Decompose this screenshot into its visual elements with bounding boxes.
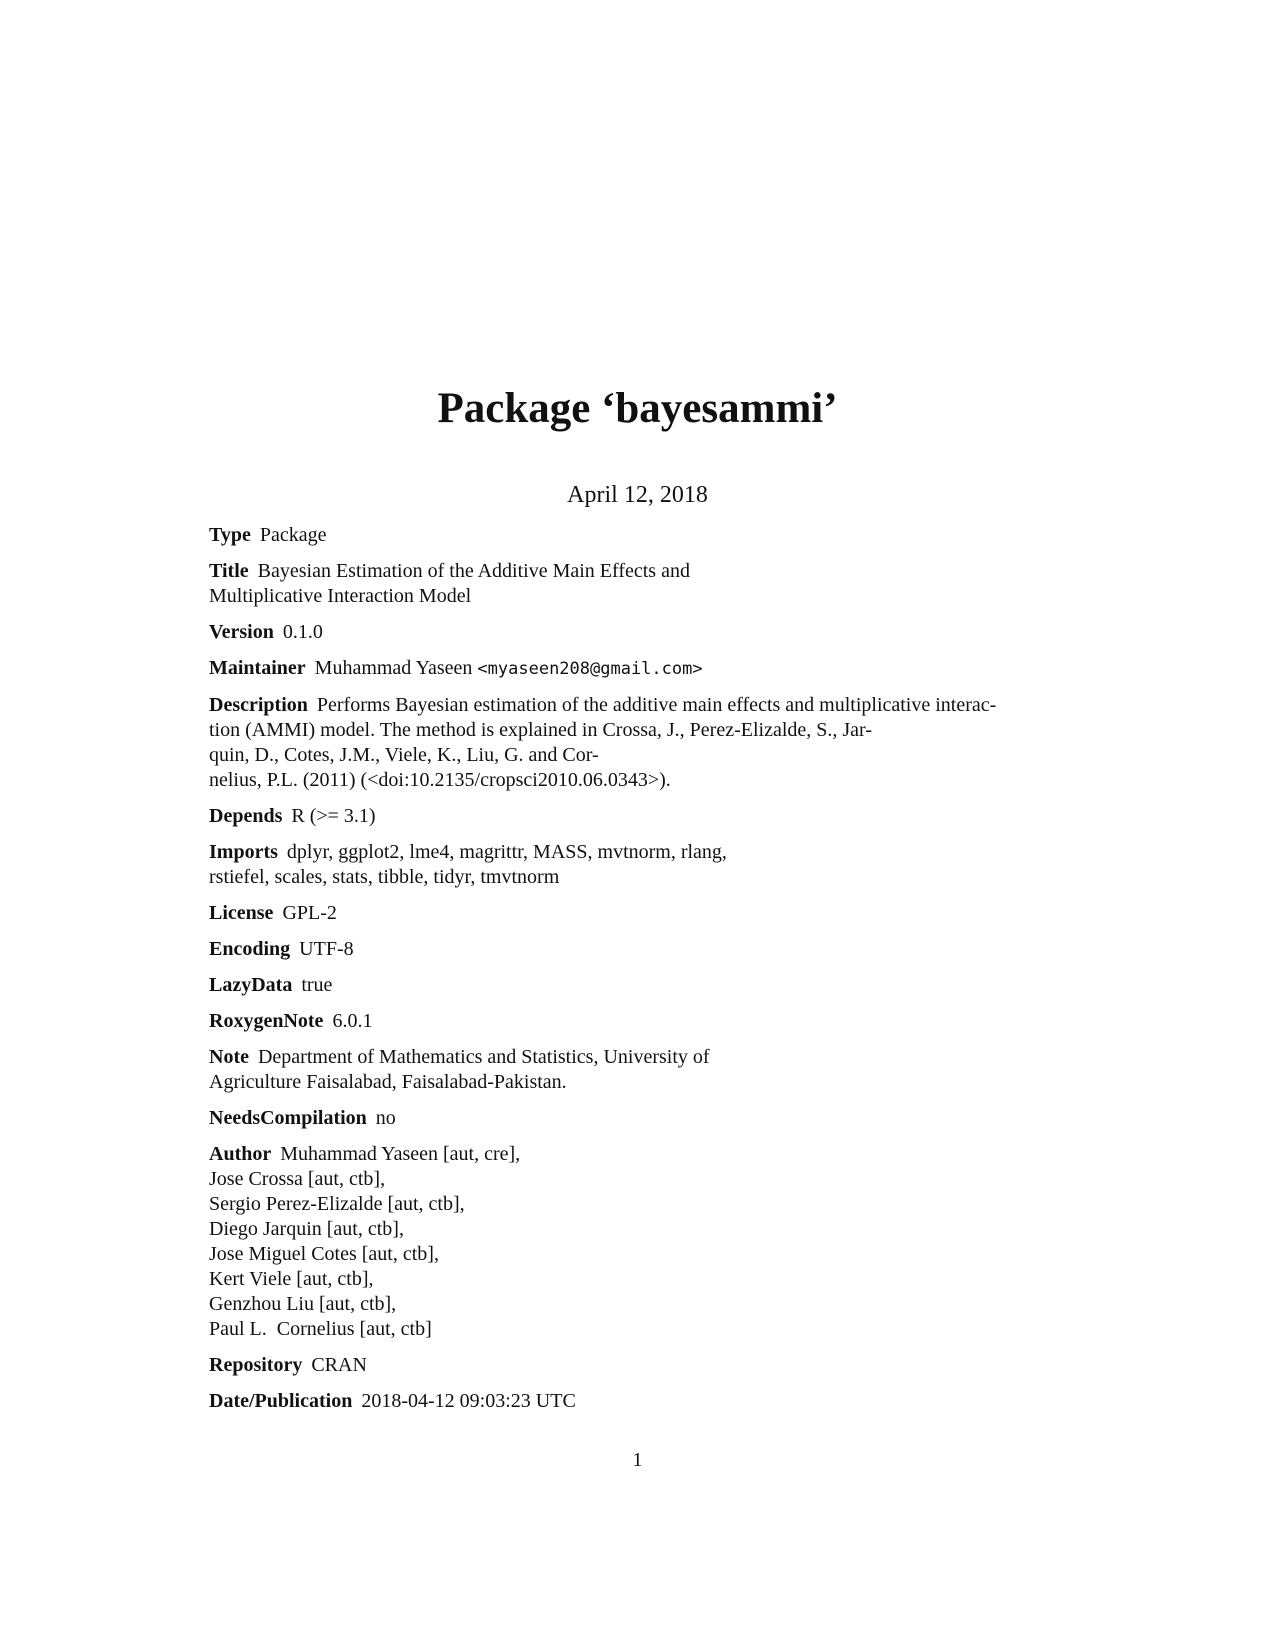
field-key: RoxygenNote — [209, 1010, 324, 1032]
field-key: Depends — [209, 805, 283, 827]
field-date-publication — [209, 1389, 1049, 1414]
field-key: Date/Publication — [209, 1390, 353, 1412]
field-value-line: rstiefel, scales, stats, tibble, tidyr, tmvtnorm — [209, 866, 560, 888]
document-date: April 12, 2018 — [567, 482, 708, 508]
field-value-line: tion (AMMI) model. The method is explained in Crossa, J., Perez-Elizalde, S., Jar- — [209, 719, 872, 741]
field-key: Maintainer — [209, 657, 306, 679]
field-key: Imports — [209, 841, 278, 863]
field-license — [209, 901, 1049, 926]
field-value-line: dplyr, ggplot2, lme4, magrittr, MASS, mvtnorm, rlang, — [286, 841, 727, 863]
package-fields — [209, 523, 1049, 1425]
author-line: Muhammad Yaseen [aut, cre], — [280, 1143, 521, 1165]
field-key: Repository — [209, 1354, 303, 1376]
author-line: Diego Jarquin [aut, ctb], — [209, 1218, 404, 1240]
field-encoding — [209, 937, 1049, 962]
page-number: 1 — [632, 1449, 643, 1471]
field-value-line: nelius, P.L. (2011) (<doi:10.2135/cropsci2010.06.0343>). — [209, 769, 671, 791]
author-line: Kert Viele [aut, ctb], — [209, 1268, 374, 1290]
author-line: Jose Miguel Cotes [aut, ctb], — [209, 1243, 439, 1265]
field-value: 0.1.0 — [282, 621, 323, 643]
field-value: R (>= 3.1) — [291, 805, 376, 827]
field-value: no — [375, 1107, 396, 1129]
maintainer-email: <myaseen208@gmail.com> — [477, 659, 703, 679]
field-type — [209, 523, 1049, 548]
field-value: CRAN — [311, 1354, 367, 1376]
field-value: GPL-2 — [282, 902, 337, 924]
field-needscompilation — [209, 1106, 1049, 1131]
field-value: 6.0.1 — [332, 1010, 373, 1032]
field-title — [209, 559, 1049, 609]
field-key: Version — [209, 621, 274, 643]
author-line: Sergio Perez-Elizalde [aut, ctb], — [209, 1193, 465, 1215]
field-description — [209, 693, 1049, 793]
field-key: Encoding — [209, 938, 291, 960]
field-value-line: Bayesian Estimation of the Additive Main Effects and — [257, 560, 690, 582]
author-line: Paul L. Cornelius [aut, ctb] — [209, 1318, 432, 1340]
field-value-line: Multiplicative Interaction Model — [209, 585, 472, 607]
field-lazydata — [209, 973, 1049, 998]
field-author — [209, 1142, 1049, 1342]
field-value-line: Agriculture Faisalabad, Faisalabad-Pakistan. — [209, 1071, 567, 1093]
field-roxygennote — [209, 1009, 1049, 1034]
field-value-line: Performs Bayesian estimation of the additive main effects and multiplicative interac- — [316, 694, 997, 716]
field-value: UTF-8 — [299, 938, 354, 960]
field-key: NeedsCompilation — [209, 1107, 367, 1129]
maintainer-name: Muhammad Yaseen — [314, 657, 473, 679]
field-imports — [209, 840, 1049, 890]
field-key: Type — [209, 524, 251, 546]
field-value: 2018-04-12 09:03:23 UTC — [361, 1390, 576, 1412]
field-key: Author — [209, 1143, 272, 1165]
field-value: Package — [259, 524, 327, 546]
field-key: Note — [209, 1046, 249, 1068]
field-key: LazyData — [209, 974, 293, 996]
page-title: Package ‘bayesammi’ — [437, 385, 838, 432]
field-maintainer — [209, 656, 1049, 682]
field-note — [209, 1045, 1049, 1095]
field-value: true — [301, 974, 333, 996]
field-repository — [209, 1353, 1049, 1378]
field-depends — [209, 804, 1049, 829]
field-value-line: Department of Mathematics and Statistics, University of — [257, 1046, 710, 1068]
field-key: Description — [209, 694, 308, 716]
author-line: Genzhou Liu [aut, ctb], — [209, 1293, 397, 1315]
field-value-line: quin, D., Cotes, J.M., Viele, K., Liu, G. and Cor- — [209, 744, 599, 766]
field-version — [209, 620, 1049, 645]
author-line: Jose Crossa [aut, ctb], — [209, 1168, 386, 1190]
field-key: License — [209, 902, 274, 924]
field-key: Title — [209, 560, 249, 582]
